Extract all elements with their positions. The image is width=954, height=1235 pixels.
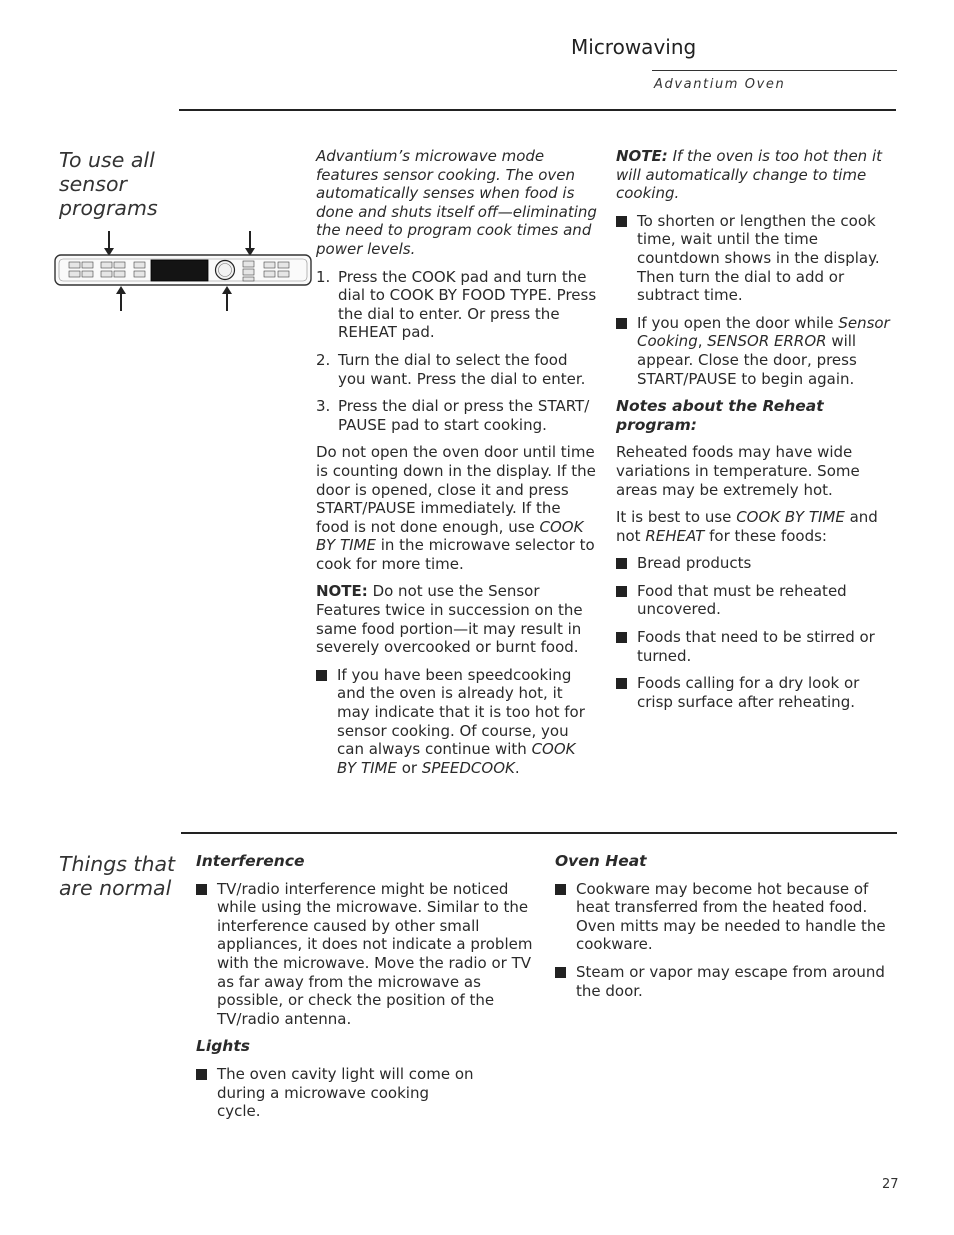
text-run: , — [697, 332, 708, 351]
sensor-column-right — [616, 147, 898, 720]
text-run: or — [396, 758, 422, 777]
note-text: Do not use the Sensor Features twice in succession on the same food portion—it may result in severely overcooked or burnt food. — [316, 582, 583, 657]
text-run: in the microwave selector to cook for more time. — [316, 536, 595, 573]
top-divider — [179, 109, 896, 111]
section-subtitle: Advantium Oven — [654, 77, 786, 92]
arrow-down-icon — [245, 231, 255, 256]
text-run: COOK BY TIME — [316, 517, 584, 555]
bullet-text: Cookware may become hot because of heat transferred from the heated food. Oven mitts may be needed to handle the cookware. — [576, 879, 886, 954]
bullet-square-icon — [555, 884, 566, 895]
bullet-square-icon — [616, 678, 627, 689]
sensor-column-middle — [316, 147, 598, 786]
bullet-text: Bread products — [637, 554, 752, 573]
lights-heading: Lights — [196, 1037, 250, 1056]
step-2 — [316, 351, 598, 388]
interference-bullet — [196, 880, 536, 1029]
normal-column-right — [555, 852, 897, 1009]
interference-heading: Interference — [196, 852, 305, 870]
bullet-square-icon — [616, 216, 627, 227]
bullet-text: Foods calling for a dry look or crisp surface after reheating. — [637, 674, 860, 711]
header-divider — [652, 70, 897, 71]
text-run: SENSOR ERROR — [707, 332, 827, 351]
text-run: Sensor Cooking — [637, 313, 890, 351]
page-number: 27 — [882, 1177, 899, 1192]
normal-section-title: Things that are normal — [59, 852, 176, 900]
oven-heat-bullet — [555, 963, 897, 1000]
step-number: 1. — [316, 267, 331, 286]
oven-heat-heading: Oven Heat — [555, 852, 647, 870]
food-item — [616, 582, 898, 619]
text-run: SPEEDCOOK — [421, 758, 515, 777]
bullet-square-icon — [555, 967, 566, 978]
text-run: COOK BY TIME — [736, 508, 845, 527]
step-number: 3. — [316, 397, 331, 416]
bullet-square-icon — [616, 558, 627, 569]
text-run: It is best to use — [616, 508, 737, 527]
bullet-door-open — [616, 314, 898, 388]
step-text: Press the COOK pad and turn the dial to COOK BY FOOD TYPE. Press the dial to enter. Or press the REHEAT pad. — [338, 267, 597, 342]
section-divider — [181, 832, 897, 834]
sensor-intro: Advantium’s microwave mode features sensor cooking. The oven automatically senses when food is done and shuts itself off—eliminating the need to program cook times and power levels. — [316, 147, 597, 258]
food-item — [616, 674, 898, 711]
step-1 — [316, 268, 598, 342]
bullet-square-icon — [196, 884, 207, 895]
sensor-section-title: To use all sensor programs — [59, 148, 158, 220]
lights-bullet — [196, 1065, 477, 1121]
step-text: Press the dial or press the START/ PAUSE pad to start cooking. — [338, 397, 590, 434]
bullet-oven-hot — [316, 666, 598, 778]
bullet-square-icon — [616, 586, 627, 597]
bullet-text: To shorten or lengthen the cook time, wait until the time countdown shows in the display. Then turn the dial to add or subtract time. — [637, 211, 880, 305]
normal-column-left — [196, 852, 536, 1130]
note-label: NOTE: — [316, 582, 368, 601]
door-paragraph — [316, 443, 598, 573]
text-run: will appear. Close the door, press START/PAUSE to begin again. — [637, 332, 857, 388]
step-number: 2. — [316, 350, 331, 369]
bullet-text: Food that must be reheated uncovered. — [637, 581, 847, 619]
text-run: COOK BY TIME — [337, 740, 576, 777]
bullet-text: Steam or vapor may escape from around the door. — [576, 962, 885, 1000]
text-run: REHEAT — [645, 526, 705, 545]
arrow-up-icon — [116, 286, 126, 311]
bullet-square-icon — [316, 670, 327, 681]
control-panel-illustration — [52, 228, 314, 314]
text-run: If you open the door while — [637, 313, 839, 332]
reheat-heading: Notes about the Reheat program: — [616, 397, 824, 434]
text-run: Do not open the oven door until time is counting down in the display. If the door is opened, close it and press START/PAUSE immediately. If the food is not done enough, use — [316, 443, 596, 536]
note-text: If the oven is too hot then it will automatically change to time cooking. — [616, 147, 883, 203]
note-overcook — [316, 582, 598, 656]
text-run: for these foods: — [704, 526, 827, 545]
bullet-square-icon — [196, 1069, 207, 1080]
oven-heat-bullet — [555, 880, 897, 954]
bullet-text: The oven cavity light will come on during a microwave cooking cycle. — [217, 1064, 474, 1121]
bullet-square-icon — [616, 318, 627, 329]
text-run: . — [514, 758, 520, 777]
reheat-paragraph: Reheated foods may have wide variations in temperature. Some areas may be extremely hot. — [616, 443, 860, 499]
step-text: Turn the dial to select the food you want. Press the dial to enter. — [338, 350, 586, 388]
section-title: Microwaving — [571, 35, 697, 59]
bullet-square-icon — [616, 632, 627, 643]
note-too-hot — [616, 147, 898, 203]
food-item — [616, 554, 898, 573]
food-item — [616, 628, 898, 665]
text-run: and not — [616, 508, 878, 545]
arrow-down-icon — [104, 231, 114, 256]
bullet-text: Foods that need to be stirred or turned. — [637, 628, 875, 665]
text-run: If you have been speedcooking and the oven is already hot, it may indicate that it is too hot for sensor cooking. Of course, you can always continue with — [337, 665, 585, 759]
bullet-shorten — [616, 212, 898, 305]
best-paragraph — [616, 508, 898, 545]
step-3 — [316, 397, 598, 434]
note-label: NOTE: — [616, 147, 668, 165]
bullet-text: TV/radio interference might be noticed while using the microwave. Similar to the interference caused by other small appliances, it does not indicate a problem with the microwave. Move the radio or TV as far away from the microwave as possible, or check the position of the TV/radio antenna. — [217, 879, 533, 1028]
arrow-up-icon — [222, 286, 232, 311]
